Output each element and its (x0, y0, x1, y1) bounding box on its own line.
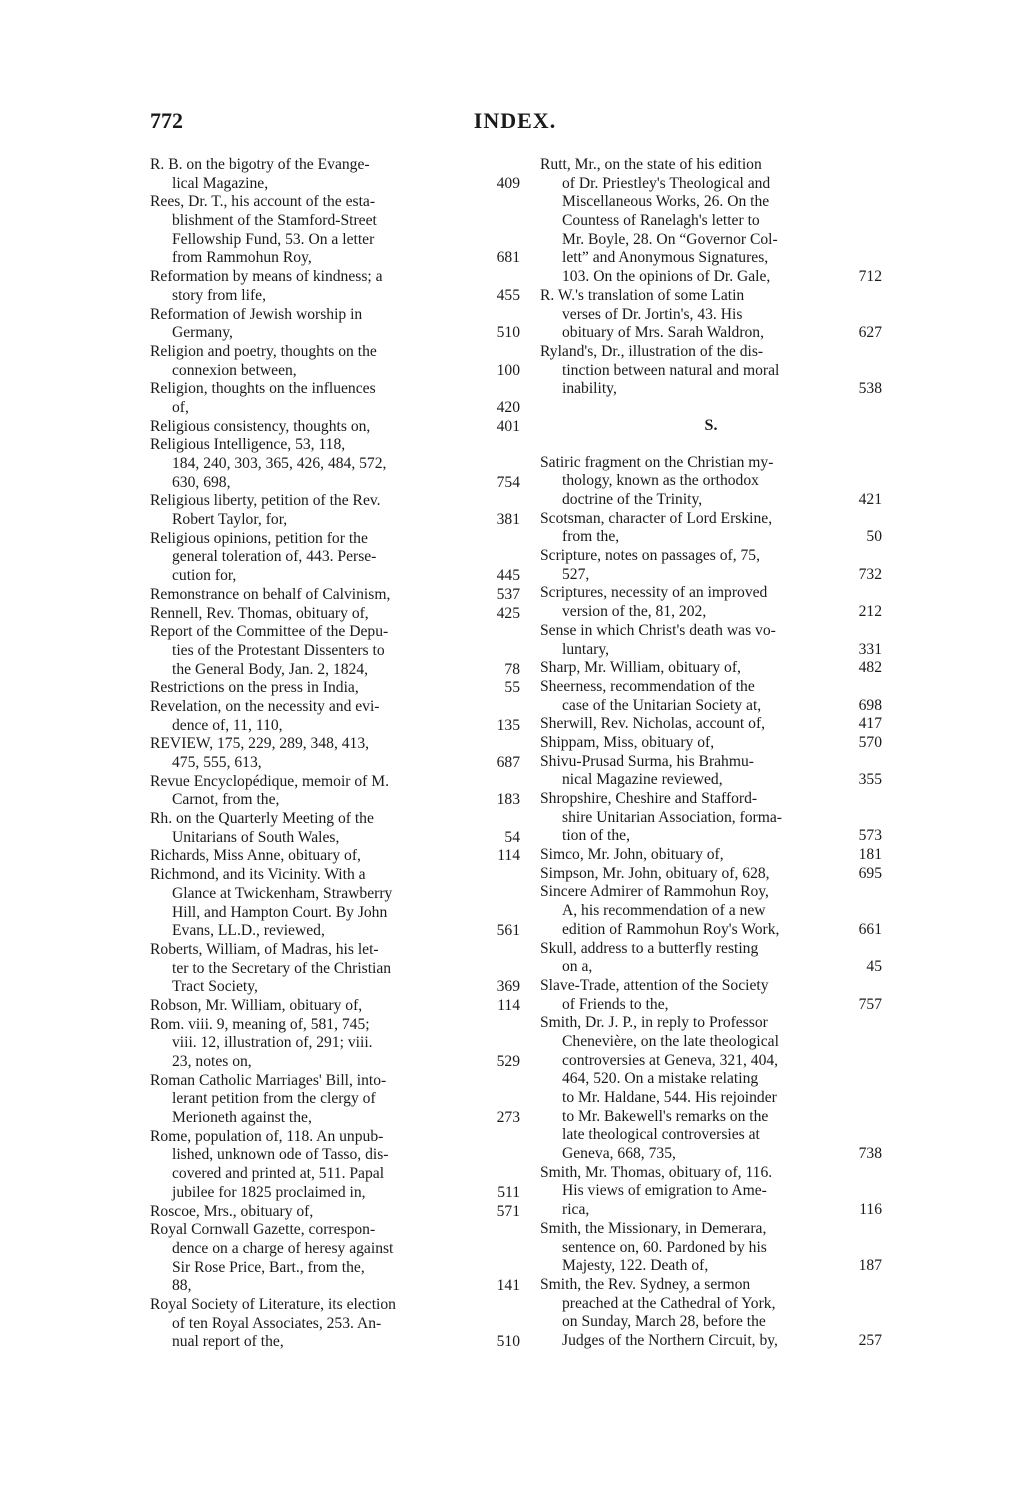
index-page-ref: 381 (496, 511, 520, 529)
index-entry-line: Sir Rose Price, Bart., from the, (172, 1258, 365, 1276)
index-page-ref: 754 (496, 473, 520, 491)
index-entry-line: Majesty, 122. Death of, (562, 1257, 709, 1275)
index-entry (150, 941, 520, 997)
index-page-ref: 355 (858, 771, 882, 789)
index-entry-line: story from life, (172, 286, 266, 304)
index-entry (150, 156, 520, 193)
index-entry (150, 380, 520, 417)
index-entry (150, 866, 520, 941)
index-entry (540, 977, 882, 1014)
index-entry-line: Miscellaneous Works, 26. On the (562, 193, 770, 211)
index-entry-line: Sincere Admirer of Rammohun Roy, (540, 883, 769, 901)
index-page-ref: 181 (858, 846, 882, 864)
index-entry-line: Countess of Ranelagh's letter to (562, 212, 760, 230)
index-entry-line: dence of, 11, 110, (172, 716, 283, 734)
index-entry (150, 735, 520, 772)
index-entry-line: Revue Encyclopédique, memoir of M. (150, 772, 390, 790)
index-entry-line: obituary of Mrs. Sarah Waldron, (562, 324, 765, 342)
index-entry-line: to Mr. Haldane, 544. His rejoinder (562, 1089, 777, 1106)
index-entry-line: cution for, (172, 567, 237, 585)
index-entry-line: version of the, 81, 202, (562, 603, 707, 621)
index-page-ref: 212 (858, 603, 882, 621)
index-page-ref: 331 (858, 640, 882, 658)
index-entry-line: case of the Unitarian Society at, (562, 696, 762, 714)
index-entry-line: late theological controversies at (562, 1126, 760, 1144)
index-entry-line: Ryland's, Dr., illustration of the dis- (540, 342, 764, 360)
index-page-ref: 183 (496, 791, 520, 809)
index-entry (150, 679, 520, 698)
index-entry-line: tion of the, (562, 827, 630, 845)
index-entry-line: Hill, and Hampton Court. By John (172, 903, 388, 921)
index-entry-line: Evans, LL.D., reviewed, (172, 922, 325, 940)
index-entry-line: general toleration of, 443. Perse- (172, 548, 377, 566)
index-entry-line: doctrine of the Trinity, (562, 491, 703, 508)
index-page-ref: 116 (859, 1201, 882, 1219)
index-entry-line: Religious opinions, petition for the (150, 529, 368, 547)
index-page-ref: 537 (496, 585, 520, 603)
index-entry-line: Unitarians of South Wales, (172, 828, 340, 846)
index-page-ref: 695 (858, 864, 882, 882)
index-page-ref: 661 (858, 920, 882, 938)
index-entry (540, 883, 882, 939)
index-entry-line: Reformation of Jewish worship in (150, 305, 363, 323)
index-entry (150, 1203, 520, 1222)
index-page-ref: 417 (858, 715, 882, 733)
index-entry-line: Mr. Boyle, 28. On “Governor Col- (562, 230, 778, 248)
index-entry-line: Shippam, Miss, obituary of, (540, 733, 715, 751)
index-page-ref: 712 (858, 268, 882, 286)
index-entry-line: dence on a charge of heresy against (172, 1239, 394, 1257)
index-entry-line: Smith, Dr. J. P., in reply to Professor (540, 1014, 768, 1032)
index-entry-line: ter to the Secretary of the Christian (172, 959, 392, 977)
index-page-ref: 538 (858, 380, 882, 398)
index-page-ref: 369 (496, 978, 520, 996)
index-entry-line: from Rammohun Roy, (172, 249, 312, 267)
index-entry-line: Revelation, on the necessity and evi- (150, 697, 380, 715)
index-entry-line: covered and printed at, 511. Papal (172, 1165, 385, 1183)
index-entry (150, 1072, 520, 1128)
index-entry-line: blishment of the Stamford-Street (172, 212, 377, 230)
index-page-ref: 114 (497, 996, 520, 1014)
running-head-title: INDEX. (473, 108, 557, 133)
index-entry-line: Religious consistency, thoughts on, (150, 417, 371, 435)
index-page-ref: 757 (858, 995, 882, 1013)
index-entry (150, 418, 520, 437)
index-entry-line: lical Magazine, (172, 174, 269, 192)
index-entry-line: Royal Society of Literature, its election (150, 1295, 396, 1313)
index-entry (540, 1164, 882, 1220)
index-entry (540, 1276, 882, 1351)
index-page-ref: 510 (496, 1333, 520, 1351)
index-entry-line: 475, 555, 613, (172, 754, 262, 771)
index-entry (540, 584, 882, 621)
index-page-ref: 681 (496, 249, 520, 267)
index-entry-line: Chenevière, on the late theological (562, 1032, 779, 1050)
index-entry-line: inability, (562, 380, 617, 398)
index-entry-line: 464, 520. On a mistake relating (562, 1070, 759, 1088)
index-entry-line: Shivu-Prusad Surma, his Brahmu- (540, 752, 754, 770)
index-entry (150, 306, 520, 343)
index-page-ref: 257 (858, 1331, 882, 1349)
index-page-ref: 698 (858, 696, 882, 714)
index-page-ref: 511 (497, 1183, 520, 1201)
index-entry-line: from the, (562, 528, 620, 546)
index-entry-line: Religious Intelligence, 53, 118, (150, 436, 346, 454)
index-page-ref: 78 (504, 660, 520, 678)
index-entry-line: Scriptures, necessity of an improved (540, 584, 768, 602)
index-entry (540, 790, 882, 846)
index-entry-line: Judges of the Northern Circuit, by, (562, 1331, 778, 1349)
index-entry-line: Shropshire, Cheshire and Stafford- (540, 790, 758, 807)
index-entry (540, 454, 882, 510)
index-page-ref: 482 (858, 659, 882, 677)
index-entry-line: R. W.'s translation of some Latin (540, 286, 745, 304)
index-page-ref: 114 (497, 847, 520, 865)
index-entry-line: edition of Rammohun Roy's Work, (562, 920, 780, 938)
index-entry-line: of, (172, 398, 189, 416)
index-page-ref: 135 (496, 716, 520, 734)
index-entry-line: R. B. on the bigotry of the Evange- (150, 156, 370, 173)
index-entry-line: Roscoe, Mrs., obituary of, (150, 1202, 314, 1220)
index-entry-line: of Friends to the, (562, 995, 669, 1013)
index-page-ref: 141 (496, 1277, 520, 1295)
index-entry-line: viii. 12, illustration of, 291; viii. (172, 1034, 373, 1052)
index-entry-line: Carnot, from the, (172, 791, 280, 809)
index-page-ref: 561 (496, 922, 520, 940)
index-entry (150, 436, 520, 492)
index-entry-line: Sense in which Christ's death was vo- (540, 621, 776, 639)
index-column-left (150, 156, 520, 1352)
index-entry-line: Religion and poetry, thoughts on the (150, 342, 377, 360)
index-entry-line: Geneva, 668, 735, (562, 1145, 676, 1163)
index-entry-line: Simpson, Mr. John, obituary of, 628, (540, 864, 770, 882)
index-entry (540, 865, 882, 884)
index-entry-line: the General Body, Jan. 2, 1824, (172, 660, 369, 678)
page-number: 772 (150, 108, 183, 133)
index-entry-line: 630, 698, (172, 473, 231, 491)
index-entry-line: REVIEW, 175, 229, 289, 348, 413, (150, 735, 370, 753)
index-page-ref: 401 (496, 417, 520, 435)
index-entry-line: 184, 240, 303, 365, 426, 484, 572, (172, 455, 387, 472)
index-entry-line: lerant petition from the clergy of (172, 1090, 376, 1108)
index-entry-line: Rom. viii. 9, meaning of, 581, 745; (150, 1015, 370, 1033)
page-header (150, 104, 880, 144)
index-entry-line: nual report of the, (172, 1333, 284, 1351)
index-entry (540, 622, 882, 659)
index-entry-line: connexion between, (172, 361, 297, 379)
index-entry (150, 810, 520, 847)
index-entry-line: Glance at Twickenham, Strawberry (172, 884, 393, 902)
index-entry (540, 156, 882, 287)
index-entry-line: Robert Taylor, for, (172, 511, 288, 529)
index-entry-line: luntary, (562, 640, 610, 658)
index-entry-line: tinction between natural and moral (562, 361, 780, 379)
index-entry (540, 659, 882, 678)
index-entry-line: 527, (562, 565, 590, 583)
index-entry (150, 1016, 520, 1072)
index-entry-line: thology, known as the orthodox (562, 472, 759, 490)
index-entry (540, 678, 882, 715)
index-page-ref: 455 (496, 286, 520, 304)
index-entry-line: Roman Catholic Marriages' Bill, into- (150, 1071, 387, 1089)
index-entry (540, 846, 882, 865)
index-entry-line: nical Magazine reviewed, (562, 771, 723, 789)
index-entry (540, 510, 882, 547)
index-entry (540, 753, 882, 790)
index-entry (540, 287, 882, 343)
index-page-ref: 187 (858, 1257, 882, 1275)
index-entry (150, 1296, 520, 1352)
index-entry-line: A, his recommendation of a new (562, 902, 766, 920)
index-section-r-continued (540, 156, 882, 399)
index-entry (150, 847, 520, 866)
index-page-ref: 738 (858, 1145, 882, 1163)
index-entry (540, 343, 882, 399)
index-entry (150, 997, 520, 1016)
index-entry-line: Smith, the Missionary, in Demerara, (540, 1219, 767, 1237)
index-entry (150, 623, 520, 679)
index-page-ref: 687 (496, 754, 520, 771)
index-entry (540, 547, 882, 584)
index-entry-line: controversies at Geneva, 321, 404, (562, 1051, 779, 1069)
index-page-ref: 573 (858, 827, 882, 845)
index-entry-line: Religion, thoughts on the influences (150, 380, 376, 398)
index-entry (540, 1014, 882, 1164)
index-entry-line: lett” and Anonymous Signatures, (562, 249, 769, 267)
index-entry (150, 698, 520, 735)
index-entry-line: verses of Dr. Jortin's, 43. His (562, 305, 743, 323)
index-entry (150, 1128, 520, 1203)
index-entry (540, 715, 882, 734)
index-entry-line: Remonstrance on behalf of Calvinism, (150, 585, 391, 603)
index-entry-line: on a, (562, 958, 593, 976)
index-entry-line: Skull, address to a butterfly resting (540, 939, 759, 957)
index-entry-line: Merioneth against the, (172, 1109, 312, 1127)
index-entry-line: Satiric fragment on the Christian my- (540, 453, 774, 471)
index-entry (540, 734, 882, 753)
index-entry (150, 492, 520, 529)
index-entry (150, 193, 520, 268)
index-entry-line: Smith, the Rev. Sydney, a sermon (540, 1275, 751, 1293)
index-entry-line: 88, (172, 1277, 192, 1295)
index-page-ref: 570 (858, 733, 882, 751)
index-page-ref: 420 (496, 398, 520, 416)
index-entry-line: Sharp, Mr. William, obituary of, (540, 659, 741, 677)
index-entry-line: sentence on, 60. Pardoned by his (562, 1238, 767, 1256)
index-entry-line: Restrictions on the press in India, (150, 679, 359, 697)
index-entry-line: shire Unitarian Association, forma- (562, 808, 782, 826)
index-entry (150, 343, 520, 380)
index-entry-line: Rennell, Rev. Thomas, obituary of, (150, 604, 369, 622)
index-entry (150, 268, 520, 305)
index-page-ref: 732 (858, 565, 882, 583)
index-page-ref: 627 (858, 324, 882, 342)
index-entry-line: Richards, Miss Anne, obituary of, (150, 847, 361, 865)
index-entry-line: His views of emigration to Ame- (562, 1182, 767, 1200)
index-entry-line: Simco, Mr. John, obituary of, (540, 846, 724, 864)
index-entry-line: Royal Cornwall Gazette, correspon- (150, 1221, 376, 1239)
index-entry-line: rica, (562, 1201, 590, 1219)
index-entry-line: preached at the Cathedral of York, (562, 1294, 776, 1312)
index-entry-line: Tract Society, (172, 978, 258, 996)
index-entry-line: Rome, population of, 118. An unpub- (150, 1127, 384, 1145)
index-page-ref: 100 (496, 361, 520, 379)
index-page-ref: 445 (496, 567, 520, 585)
index-entry-line: Religious liberty, petition of the Rev. (150, 492, 381, 510)
index-entry-line: of ten Royal Associates, 253. An- (172, 1314, 382, 1332)
index-page-ref: 529 (496, 1053, 520, 1071)
index-entry-line: Scripture, notes on passages of, 75, (540, 547, 761, 565)
index-page-ref: 54 (504, 828, 520, 846)
index-page-ref: 571 (496, 1202, 520, 1220)
index-entry-line: Richmond, and its Vicinity. With a (150, 866, 366, 884)
index-entry-line: Sherwill, Rev. Nicholas, account of, (540, 715, 766, 733)
index-entry-line: ties of the Protestant Dissenters to (172, 641, 385, 659)
index-entry-line: of Dr. Priestley's Theological and (562, 174, 771, 192)
index-entry-line: 103. On the opinions of Dr. Gale, (562, 268, 771, 286)
index-entry (150, 773, 520, 810)
index-entry (540, 940, 882, 977)
index-entry (540, 1220, 882, 1276)
index-entry (150, 605, 520, 624)
index-entry (150, 530, 520, 586)
index-entry-line: Slave-Trade, attention of the Society (540, 976, 769, 994)
index-entry (150, 586, 520, 605)
index-page-ref: 425 (496, 604, 520, 622)
index-page-ref: 45 (866, 958, 882, 976)
index-entry-line: Report of the Committee of the Depu- (150, 623, 389, 641)
index-entry-line: Reformation by means of kindness; a (150, 268, 383, 286)
section-letter-s: S. (704, 416, 718, 434)
index-page-ref: 421 (858, 491, 882, 509)
index-page-ref: 409 (496, 174, 520, 192)
index-entry-line: to Mr. Bakewell's remarks on the (562, 1107, 769, 1125)
index-entry-line: Scotsman, character of Lord Erskine, (540, 509, 773, 527)
index-section-s (540, 454, 882, 1351)
index-entry-line: Smith, Mr. Thomas, obituary of, 116. (540, 1163, 773, 1181)
index-page-ref: 55 (504, 679, 520, 697)
index-page-ref: 50 (866, 528, 882, 546)
index-entry-line: Robson, Mr. William, obituary of, (150, 996, 363, 1014)
index-entry-line: Sheerness, recommendation of the (540, 677, 755, 695)
index-entry-line: Roberts, William, of Madras, his let- (150, 940, 379, 958)
index-entry-line: Rees, Dr. T., his account of the esta- (150, 193, 376, 211)
index-page-ref: 510 (496, 324, 520, 342)
index-entry-line: 23, notes on, (172, 1053, 252, 1070)
index-entry-line: Fellowship Fund, 53. On a letter (172, 230, 375, 248)
index-entry-line: on Sunday, March 28, before the (562, 1313, 766, 1331)
index-entry (150, 1221, 520, 1296)
index-page-ref: 273 (496, 1109, 520, 1127)
index-entry-line: Germany, (172, 324, 233, 342)
index-entry-line: Rh. on the Quarterly Meeting of the (150, 810, 374, 828)
index-column-right (540, 156, 882, 1351)
index-entry-line: Rutt, Mr., on the state of his edition (540, 156, 762, 173)
index-entry-line: lished, unknown ode of Tasso, dis- (172, 1146, 389, 1164)
index-entry-line: jubilee for 1825 proclaimed in, (172, 1183, 366, 1201)
